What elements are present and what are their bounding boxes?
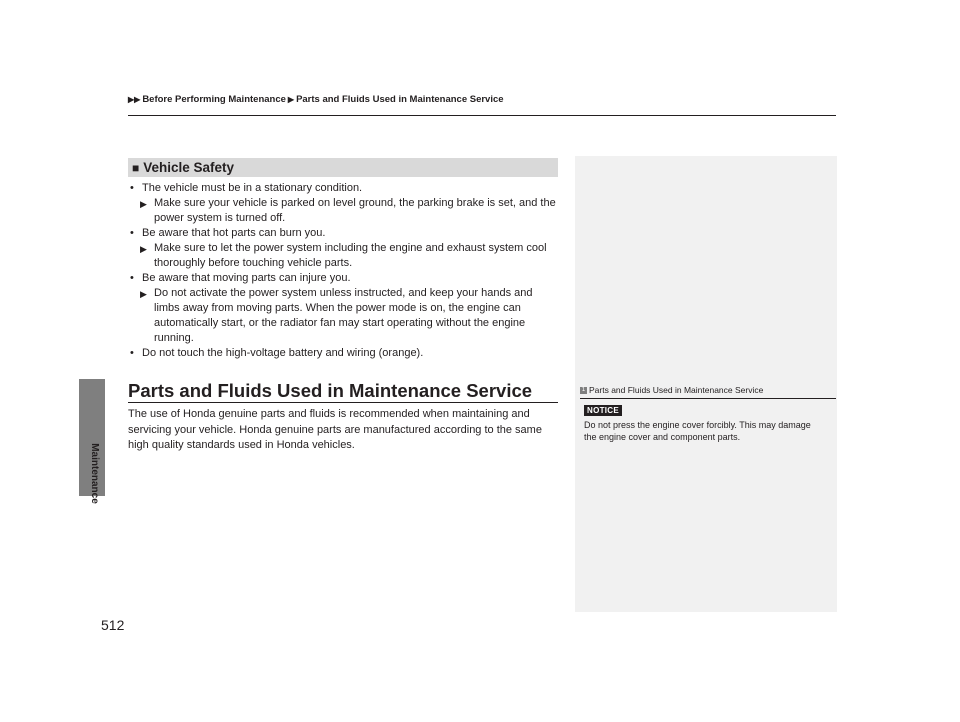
bullet-dot-icon: • — [130, 347, 134, 359]
list-item-text: Be aware that moving parts can injure you. — [142, 272, 351, 284]
list-subitem-text: Make sure to let the power system including the engine and exhaust system cool thoroughly before touching vehicle parts. — [154, 242, 547, 269]
list-subitem — [128, 286, 560, 346]
list-subitem-text: Do not activate the power system unless instructed, and keep your hands and limbs away from moving parts. When the power mode is on, the engine can automatically start, or the radiator fan may start operating without the engine running. — [154, 287, 533, 344]
bullet-dot-icon: • — [130, 227, 134, 239]
breadcrumb-arrow-icon: ▶▶ — [128, 95, 141, 104]
list-item-text: Do not touch the high-voltage battery and wiring (orange). — [142, 347, 424, 359]
breadcrumb-item-1[interactable]: Before Performing Maintenance — [142, 94, 286, 105]
list-item — [128, 181, 560, 196]
list-item-text: Be aware that hot parts can burn you. — [142, 227, 326, 239]
list-subitem — [128, 241, 560, 271]
side-note-title-text: Parts and Fluids Used in Maintenance Service — [589, 385, 764, 395]
page-number: 512 — [101, 617, 125, 633]
side-note-rule — [580, 398, 836, 399]
arrow-right-icon: ▶ — [140, 244, 147, 254]
vehicle-safety-heading-text: Vehicle Safety — [143, 160, 235, 175]
side-note-text: Do not press the engine cover forcibly. This may damage the engine cover and component parts. — [584, 420, 811, 442]
list-subitem-text: Make sure your vehicle is parked on level ground, the parking brake is set, and the power system is turned off. — [154, 197, 556, 224]
notice-badge: NOTICE — [584, 405, 622, 416]
bullet-dot-icon: • — [130, 272, 134, 284]
list-subitem — [128, 196, 560, 226]
breadcrumb — [128, 94, 504, 105]
vehicle-safety-heading — [128, 158, 558, 177]
list-item — [128, 226, 560, 241]
square-bullet-icon: ■ — [132, 160, 140, 175]
breadcrumb-arrow-icon: ▶ — [287, 95, 295, 104]
parts-section-body: The use of Honda genuine parts and fluids is recommended when maintaining and servicing your vehicle. Honda genuine parts are manufactured according to the same high quality standards used in Honda vehicles. — [128, 408, 542, 451]
arrow-right-icon: ▶ — [140, 199, 147, 209]
side-note-panel — [575, 156, 837, 612]
bullet-dot-icon: • — [130, 182, 134, 194]
breadcrumb-item-2[interactable]: Parts and Fluids Used in Maintenance Service — [296, 94, 504, 105]
side-note-title[interactable] — [580, 385, 763, 395]
list-item — [128, 271, 560, 286]
heading-rule — [128, 402, 558, 403]
reference-icon: 1 — [581, 386, 586, 393]
vehicle-safety-list — [128, 181, 560, 361]
parts-section-heading: Parts and Fluids Used in Maintenance Service — [128, 380, 533, 401]
list-item-text: The vehicle must be in a stationary condition. — [142, 182, 363, 194]
list-item — [128, 346, 560, 361]
arrow-right-icon: ▶ — [140, 289, 147, 299]
side-tab-label: Maintenance — [88, 442, 100, 504]
header-rule — [128, 115, 836, 116]
